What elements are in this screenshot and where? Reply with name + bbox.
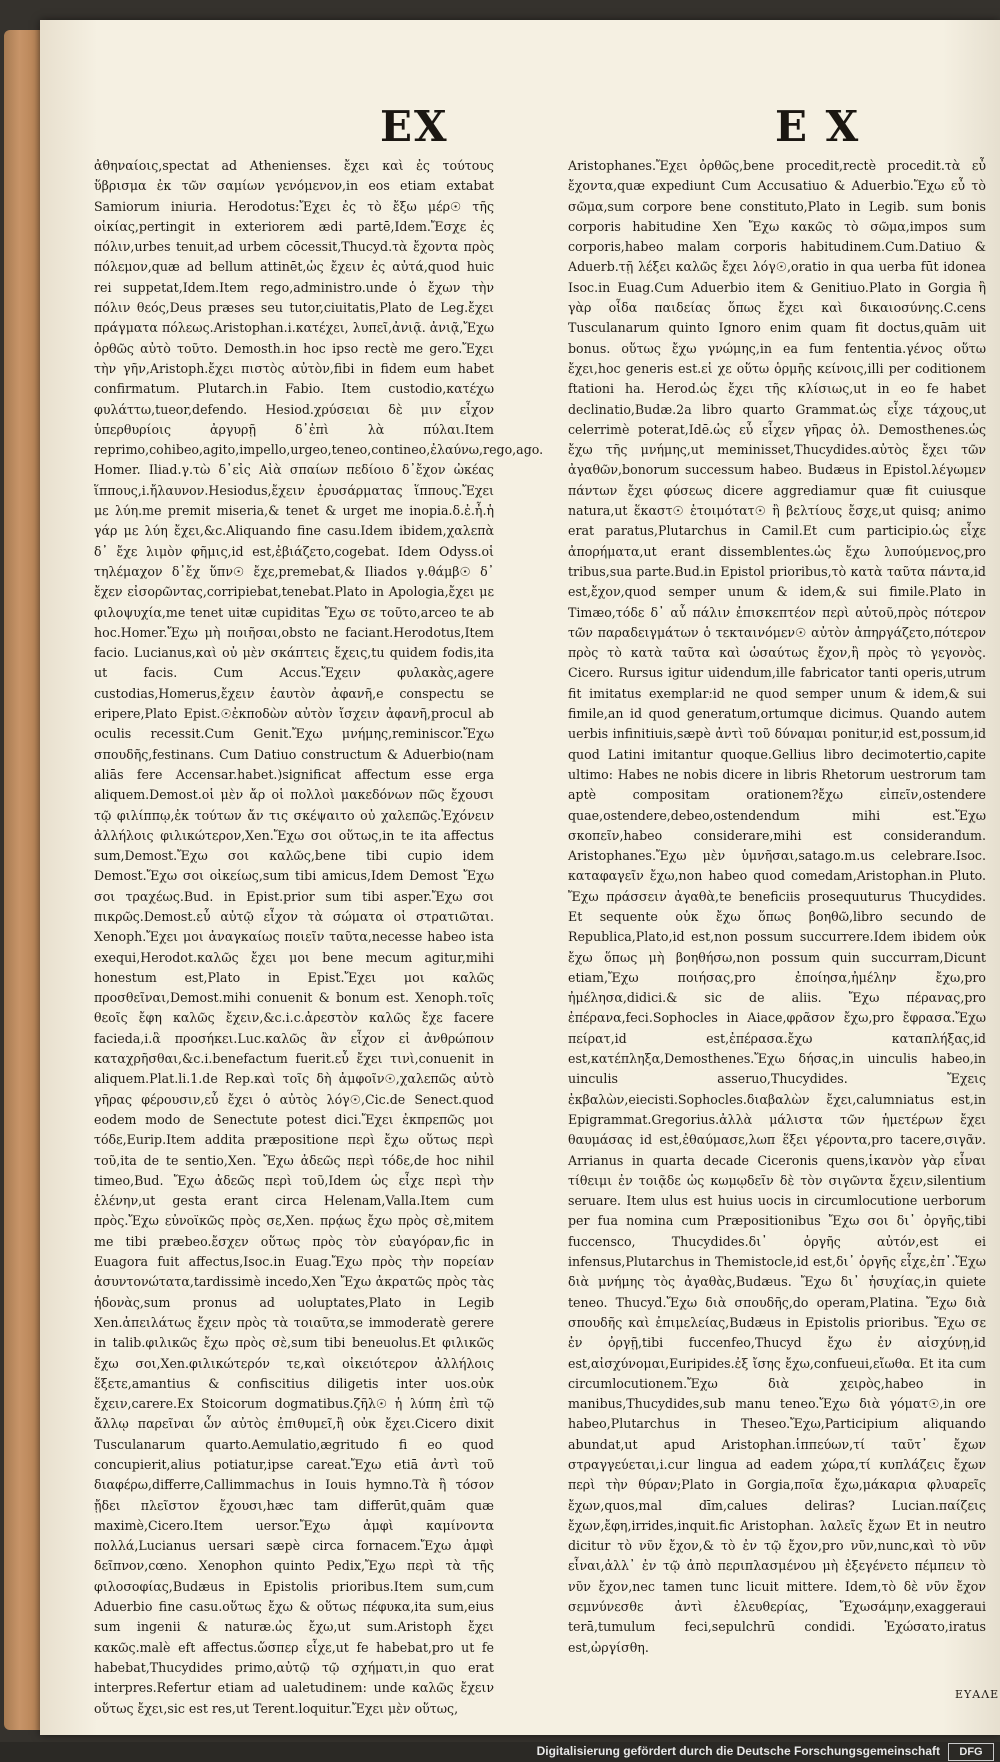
catchword: ΕΥΑΛΕ <box>955 1688 1000 1701</box>
column-left-text: ἀθηναίοις,spectat ad Athenienses. ἔχει καὶ ἐς τούτους ὕβρισμα ἐκ τῶν σαμίων γενόμενον,in eos etiam extabat Samiorum iniuria. Herodotus:Ἔχει ἐς τὸ ἔξω μέρ☉ τῆς οἰκίας,pertingit in exteriorem ædi partē,Idem.Ἔσχε ἐς πόλιν,urbes tenuit,ad urbem cōcessit,Thucyd.τὰ ἔχοντα πρὸς πόλεμον,quæ ad bellum attinēt,ὡς ἔχειν ἐς αὐτά,quod huic rei suppetat,Idem.Item rego,administro.unde ὁ ἔχων τὴν πόλιν θεός,Deus præses seu tutor,ciuitatis,Plato de Leg.ἔχει πράγματα πόλεως.Aristophan.i.κατέχει, λυπεῖ,ἀνιᾷ. ἀνιᾷ,Ἔχω ὀρθῶς αὐτὸ τοῦτο. Demosth.in hoc ipso rectè me gero.Ἔχει τὴν γῆν,Aristoph.ἔχει πιστὸς αὐτὸν,fibi in fidem eum habet confirmatum. Plutarch.in Fabio. Item custodio,κατέχω φυλάττω,tueor,defendo. Hesiod.χρύσειαι δὲ μιν εἶχον ὑπερθυρίοις ἀργυρῇ δ᾽ἐπὶ λὰ πύλαι.Item reprimo,cohibeo,agito,impello,urgeo,teneo,contineo,ἐλαύνω,rego,ago. Homer. Iliad.γ.τὼ δ᾽εἰς Αἰὰ σπαίων πεδίοιο δ᾽ἔχον ὠκέας ἵππους,i.ἤλαυνον.Hesiodus,ἔχειν ἐρυσάρματας ἵππους.Ἔχει με λύη.me premit miseria,& tenet & urget me inopia.δ.ἐ.ἦ.ἡ γάρ με λύη ἔχει,&c.Aliquando fine casu.Idem ibidem,χαλεπὰ δ᾽ ἔχε λιμὸν φῆμις,id est,ἐβιάζετο,cogebat. Idem Odyss.οἱ τηλέμαχον δ᾽ἔχ ὕπν☉ ἔχε,premebat,& Iliados γ.θάμβ☉ δ᾽ ἔχεν εἰσορῶντας,corripiebat,tenebat.Plato in Apologia,ἔχει με φιλοψυχία,me tenet uitæ cupiditas Ἔχω σε τοῦτο,arceo te ab hoc.Homer.Ἔχω μὴ ποιῆσαι,obsto ne faciant.Herodotus,Item facio. Lucianus,καὶ οὐ μὲν σκάπτεις ἔχεις,tu quidem fodis,ita ut facis. Cum Accus.Ἔχειν φυλακὰς,agere custodias,Homerus,ἔχειν ἑαυτὸν ἀφανῆ,e conspectu se eripere,Plato Epist.☉ἐκποδὼν αὐτὸν ἴσχειν ἀφανῆ,procul ab oculis recessit.Cum Genit.Ἔχω μνήμης,reminiscor.Ἔχω σπουδῆς,festinans. Cum Datiuo constructum & Aduerbio(nam aliās fere Accensar.habet.)significat affectum esse erga aliquem.Demost.οἱ μὲν ἄρ οἱ πολλοὶ μακεδόνων πῶς ἔχουσι τῷ φιλίππῳ,ἐκ τούτων ἄν τις σκέψαιτο οὐ χαλεπῶς.Ἐχόνειν ἀλλήλοις φιλικώτερον,Xen.Ἔχω σοι οὕτως,in te ita affectus sum,Demost.Ἔχω σοι καλῶς,bene tibi cupio idem Demost.Ἔχω σοι οἰκείως,sum tibi amicus,Idem Demost Ἔχω σοι τραχέως.Bud. in Epist.prior sum tibi asper.Ἔχω σοι πικρῶς.Demost.εὖ αὐτῷ εἶχον τὰ σώματα οἱ στρατιῶται. Xenoph.Ἔχει μοι ἀναγκαίως ποιεῖν ταῦτα,necesse habeo ista exequi,Herodot.καλῶς ἔχει μοι bene mecum agitur,mihi honestum est,Plato in Epist.Ἔχει μοι καλῶς προσθεῖναι,Demost.mihi conuenit & bonum est. Xenoph.τοῖς θεοῖς ἔφη καλῶς ἔχειν,&c.i.c.ἀρεστὸν καλῶς ἔχε facere facieda,i.ἃ προσήκει.Luc.καλῶς ἂν εἶχον εἰ ἀνθρώποιν καταχρῆσθαι,&c.i.benefactum fuerit.εὖ ἔχει τινὶ,conuenit in aliquem.Plat.li.1.de Rep.καὶ τοῖς δὴ ἀμφοῖν☉,χαλεπῶς αὐτὸ γῆρας φέρουσιν,εὖ ἔχει ὁ αὐτὸς λόγ☉,Cic.de Senect.quod eodem modo de Senectute potest dici.Ἔχει ἐκπρεπῶς μοι τόδε,Eurip.Item addita præpositione περὶ ἔχω οὕτως περὶ τοῦ,ita de te sentio,Xen. Ἔχω ἀδεῶς περὶ τόδε,de hoc nihil timeo,Bud. Ἔχω ἀδεῶς περὶ τοῦ,Idem ὡς εἶχε περὶ τὴν ἑλένην,ut gesta erant circa Helenam,Valla.Item cum πρὸς.Ἔχω εὐνοϊκῶς πρὸς σε,Xen. πρᾴως ἔχω πρὸς σὲ,mitem me tibi præbeo.ἔσχεν οὕτως πρὸς τὸν εὐαγόραν,fic in Euagora fuit affectus,Isoc.in Euag.Ἔχω πρὸς τὴν πορείαν ἀσυντονώτατα,tardissimè incedo,Xen Ἔχω ἀκρατῶς πρὸς τὰς ἡδονὰς,sum pronus ad uoluptates,Plato in Legib Xen.ἀπειλάτως ἔχειν πρὸς τὰ τοιαῦτα,se immoderatè gerere in talib.φιλικῶς ἔχω πρὸς σὲ,sum tibi beneuolus.Et φιλικῶς ἔχω σοι,Xen.φιλικώτερόν τε,καὶ οἰκειότερον ἀλλήλοις ἕξετε,amantius & confiscitius diligetis inter uos.οὐκ ἔχειν,carere.Ex Stoicorum dogmatibus.ζῆλ☉ ἡ λύπη ἐπὶ τῷ ἄλλῳ παρεῖναι ὧν αὐτὸς ἐπιθυμεῖ,ἢ οὐκ ἔχει.Cicero dixit Tusculanarum quarto.Aemulatio,ægritudo fi eo quod concupierit,alius potiatur,ipse careat.Ἔχω etiā ἀντὶ τοῦ διαφέρω,differre,Callimmachus in Iouis hymno.Τὰ ἢ τόσον ᾔδει πλεῖστον ἔχουσι,hæc tam differūt,quām quæ maximè,Cicero.Item uersor.Ἔχω ἀμφὶ καμίνοντα πολλά,Lucianus uersari sæpè circa fornacem.Ἔχω ἀμφὶ δεῖπνον,cœno. Xenophon quinto Pedix,Ἔχω περὶ τὰ τῆς φιλοσοφίας,Budæus in Epistolis prioribus.Item sum,cum Aduerbio fine casu.οὕτως ἔχω & οὕτως πέφυκα,ita sum,eius sum ingenii & naturæ.ὡς ἔχω,ut sum.Aristoph ἔχει κακῶς.malè eft affectus.ὥσπερ εἶχε,ut fe habebat,pro ut fe habebat,Thucydides primo,αὐτῷ τῷ σχήματι,in quo erat interpres.Refertur etiam ad ualetudinem: unde καλῶς ἔχειν οὕτως ἔχει,sic est res,ut Terent.loquitur.Ἔχει μὲν οὕτως, <box>94 158 544 1716</box>
column-right-text: Aristophanes.Ἔχει ὀρθῶς,bene procedit,rectè procedit.τὰ εὖ ἔχοντα,quæ expediunt Cum Accusatiuo & Aduerbio.Ἔχω εὖ τὸ σῶμα,sum corpore bene constituto,Plato in Legib. sum bonis corporis habitudine Xen Ἔχω κακῶς τὸ σῶμα,impos sum corporis,habeo malam corporis habitudinem.Cum.Datiuo & Aduerb.τῇ λέξει καλῶς ἔχει λόγ☉,oratio in qua uerba fūt idonea Isoc.in Euag.Cum Aduerbio item & Genitiuo.Plato in Gorgia ἢ γὰρ οἶδα παιδείας ὅπως ἔχει καὶ δικαιοσύνης.C.cens Tusculanarum quinto Ignoro enim quam fit doctus,quām uit bonus. οὕτως ἔχω γνώμης,in ea fum fententia.γένος οὕτω ἔχει,hoc generis est.εἰ χε οὕτω ὁρμῆς κείνοις,illi per coditionem ftationi ha. Herod.ὡς ἔχει τῆς κλίσιως,ut in eo fe habet declinatio,Budæ.2a libro quarto Grammat.ὡς εἶχε τάχους,ut celerrimè poterat,Idē.ὡς εὖ εἶχεν γῆρας ὀλ. Demosthenes.ὡς ἔχω τῆς μνήμης,ut meminisset,Thucydides.αὐτὸς ἔχει τῶν ἀγαθῶν,bonorum successum habeo. Budæus in Epistol.λέγωμεν πάντων ἔχει φύσεως dicere aggrediamur quæ fit cuiusque natura,ut ἕκαστ☉ ἑτοιμότατ☉ ἢ βελτίους ἔσχε,ut quisq; animo erat paratus,Plutarchus in Camil.Et cum participio.ὡς εἶχε ἀπορήματα,ut erant dissemblentes.ὡς ἔχω λυπούμενος,pro tribus,sua parte.Bud.in Epistol prioribus,τὸ κατὰ ταῦτα πάντα,id est,ἔχον,quod semper unum & idem,& sui fimile.Plato in Timæo,τόδε δ᾽ αὖ πάλιν ἐπισκεπτέον περὶ αὐτοῦ,πρὸς πότερον τῶν παραδειγμάτων ὁ τεκταινόμεν☉ αὐτὸν ἀπηργάζετο,πότερον πρὸς τὸ κατὰ ταῦτα καὶ ὡσαύτως ἔχον,ἢ πρὸς τὸ γεγονὸς. Cicero. Rursus igitur uidendum,ille fabricator tanti operis,utrum fit imitatus exemplar:id ne quod semper unum & idem,& sui fimile,an id quod generatum,ortumque dicimus. Quando autem uerbis infinitiuis,sæpè ἀντὶ τοῦ δύναμαι ponitur,id est,possum,id quod Latini imitantur quoque.Gellius libro decimotertio,capite ultimo: Habes ne nobis dicere in libris Rhetorum uestrorum tam aptè compositam orationem?ἔχω εἰπεῖν,ostendere quae,ostendere,debeo,ostendendum mihi est.Ἔχω σκοπεῖν,habeo considerare,mihi est considerandum. Aristophanes.Ἔχω μὲν ὑμνῆσαι,satago.m.us celebrare.Isoc. καταφαγεῖν ἔχω,non habeo quod comedam,Aristophan.in Pluto. Ἔχω πράσσειν ἀγαθὰ,te beneficiis prosequuturus Thucydides. Et sequente οὐκ ἔχω ὅπως βοηθῶ,libro secundo de Republica,Plato,id est,non possum succurrere.Idem ibidem οὐκ ἔχω ὅπως μὴ βοηθήσω,non possum quin succurram,Dicunt etiam,Ἔχω ποιήσας,pro ἐποίησα,ἠμέλην ἔχω,pro ἠμέλησα,didici.& sic de aliis. Ἔχω πέρανας,pro ἐπέρανα,feci.Sophocles in Aiace,φρᾶσον ἔχω,pro ἔφρασα.Ἔχω πείρατ,id est,ἐπέρασα.ἔχω καταπλήξας,id est,κατέπληξα,Demosthenes.Ἔχω δήσας,in uinculis habeo,in uinculis asseruo,Thucydides. Ἔχεις ἐκβαλὼν,eiecisti.Sophocles.διαβαλὼν ἔχει,calumniatus est,in Epigrammat.Gregorius.ἀλλὰ μάλιστα τῶν ἡμετέρων ἔχει θαυμάσας id est,ἐθαύμασε,λωπ ἕξει γέροντα,pro tacere,σιγᾶν. Arrianus in quarta decade Ciceronis quens,ἱκανὸν γὰρ εἶναι τίθειμι ἐν τοιᾷδε ὡς κωμῳδεῖν δὲ τὸν σιγῶντα ἔχειν,silentium seruare. Item ulus est huius uocis in circumlocutione uerborum per fua nomina cum Præpositionibus Ἔχω σοι δι᾽ ὀργῆς,tibi fuccensco, Thucydides.δι᾽ ὀργῆς αὐτόν,est ei infensus,Plutarchus in Themistocle,id est,δι᾽ ὀργῆς εἶχε,ἐπ᾽.Ἔχω διὰ μνήμης τὸς ἀγαθὰς,Budæus. Ἔχω δι᾽ ἡσυχίας,in quiete teneo. Thucyd.Ἔχω διὰ σπουδῆς,do operam,Platina. Ἔχω διὰ σπουδῆς καὶ ἐπιμελείας,Budæus in Epistolis prioribus. Ἔχω σε ἐν ὀργῇ,tibi fuccenfeo,Thucyd ἔχω ἐν αἰσχύνῃ,id est,αἰσχύνομαι,Euripides.ἐξ ἴσης ἔχω,confueui,εἴωθα. Et ita cum circumlocutionem.Ἔχω διὰ χειρὸς,habeo in manibus,Thucydides,sub manu teneo.Ἔχω διὰ γόματ☉,in ore habeo,Plutarchus in Theseo.Ἔχω,Participium aliquando abundat,ut apud Aristophan.ἱππεύων,τί ταῦτ᾽ ἔχων στραγγεύεται,i.cur lingua ad eadem χώρα,τί κυπλάζεις ἔχων περὶ τὴν θύραν;Plato in Gorgia,ποῖα ἔχω,μάκαρια φλυαρεῖς ἔχων,quos,mal dīm,calues deliras? Lucian.παίζεις ἔχων,ἔφη,irrides,inquit.fic Aristophan. λαλεῖς ἔχων Et in neutro dicitur τὸ νῦν ἔχον,& τὸ ἐν τῷ ἔχον,pro νῦν,nunc,καὶ τὸ νῦν εἶναι,ἀλλ᾽ ἐν τῷ ἀπὸ περιπλασμένου μὴ ἐξεγένετο πέμπειν τὸ νῦν ἔχον,nec tamen tunc licuit mittere. Idem,τὸ δὲ νῦν ἔχον σεμνύνεσθε ἀντὶ ἐλευθερίας, Ἔχωσάμην,exaggeraui terā,tumulum feci,sepulchrū condidi. Ἐχώσατο,iratus est,ὠργίσθη. <box>568 158 986 1655</box>
running-header-left: EX <box>380 102 449 151</box>
running-header-right: E X <box>775 102 861 151</box>
book-page <box>40 20 1000 1735</box>
footer-bar <box>0 1742 1000 1762</box>
text-column-left <box>94 156 544 1716</box>
dfg-logo: DFG <box>948 1743 994 1761</box>
footer-credit: Digitalisierung gefördert durch die Deutsche Forschungsgemeinschaft <box>536 1744 940 1758</box>
text-column-right <box>568 156 986 1686</box>
